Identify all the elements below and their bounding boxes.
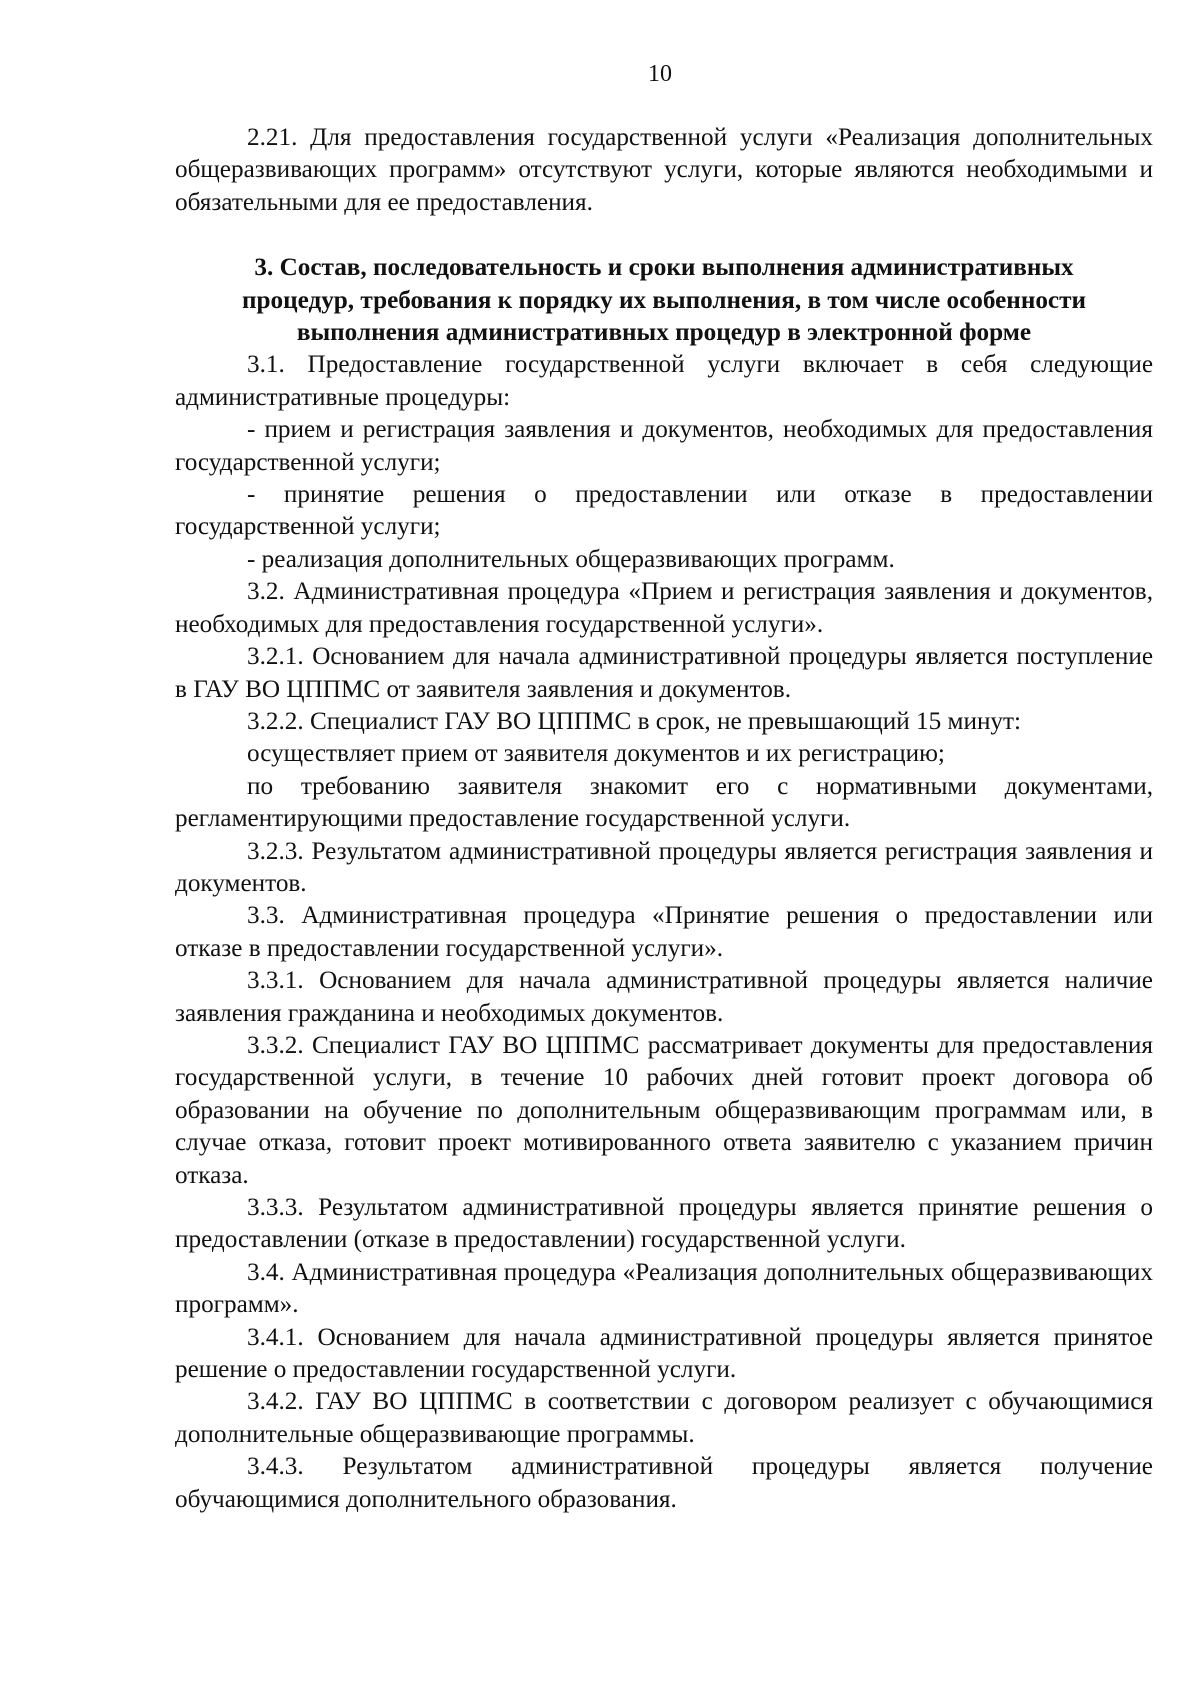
- paragraph-3-2-2: 3.2.2. Специалист ГАУ ВО ЦППМС в срок, не превышающий 15 минут:: [247, 707, 1022, 735]
- section-heading-line: 3. Состав, последовательность и сроки выполнения административных: [254, 254, 1074, 282]
- paragraph-3-2-1: 3.2.1. Основанием для начала административной процедуры является поступление в ГАУ ВО ЦППМС от заявителя заявления и документов.: [175, 643, 1153, 703]
- paragraph-3-2-2-reception: осуществляет прием от заявителя документов и их регистрацию;: [247, 740, 945, 768]
- paragraph-3-3-3: 3.3.3. Результатом административной процедуры является принятие решения о предоставлении (отказе в предоставлении) государственной услуги.: [175, 1194, 1153, 1254]
- section-heading-line: выполнения административных процедур в электронной форме: [296, 319, 1032, 347]
- paragraph-3-3: 3.3. Административная процедура «Принятие решения о предоставлении или отказе в предоставлении государственной услуги».: [175, 902, 1153, 962]
- paragraph-3-3-1: 3.3.1. Основанием для начала административной процедуры является наличие заявления гражданина и необходимых документов.: [175, 967, 1153, 1027]
- paragraph-3-3-2: 3.3.2. Специалист ГАУ ВО ЦППМС рассматривает документы для предоставления государственной услуги, в течение 10 рабочих дней готовит проект договора об образовании на обучение по дополнительным общеразвивающим программам или, в случае отказа, готовит проект мотивированного ответа заявителю с указанием причин отказа.: [175, 1031, 1153, 1189]
- list-item-implementation: - реализация дополнительных общеразвивающих программ.: [247, 545, 895, 573]
- paragraph-2-21: 2.21. Для предоставления государственной услуги «Реализация дополнительных общеразвивающих программ» отсутствуют услуги, которые являются необходимыми и обязательными для ее предоставления.: [175, 124, 1153, 216]
- section-heading-line: процедур, требования к порядку их выполнения, в том числе особенности: [241, 286, 1086, 314]
- section-heading: [175, 252, 1153, 349]
- paragraph-3-4: 3.4. Административная процедура «Реализация дополнительных общеразвивающих программ».: [175, 1258, 1153, 1319]
- paragraph-3-2: 3.2. Административная процедура «Прием и регистрация заявления и документов, необходимых для предоставления государственной услуги».: [175, 578, 1153, 638]
- list-item-reception: - прием и регистрация заявления и документов, необходимых для предоставления государственной услуги;: [175, 416, 1153, 476]
- paragraph-3-1: 3.1. Предоставление государственной услуги включает в себя следующие административные процедуры:: [175, 351, 1153, 411]
- paragraph-3-2-3: 3.2.3. Результатом административной процедуры является регистрация заявления и документов.: [175, 837, 1153, 897]
- paragraph-3-4-1: 3.4.1. Основанием для начала административной процедуры является принятое решение о предоставлении государственной услуги.: [175, 1323, 1153, 1384]
- section-spacer: [175, 219, 1153, 252]
- paragraph-3-4-2: 3.4.2. ГАУ ВО ЦППМС в соответствии с договором реализует с обучающимися дополнительные общеразвивающие программы.: [175, 1388, 1153, 1448]
- page-number: 10: [648, 61, 672, 87]
- paragraph-3-2-2-familiarize: по требованию заявителя знакомит его с нормативными документами, регламентирующими предоставление государственной услуги.: [175, 772, 1153, 833]
- paragraph-3-4-3: 3.4.3. Результатом административной процедуры является получение обучающимися дополнительного образования.: [175, 1453, 1153, 1513]
- list-item-decision: - принятие решения о предоставлении или отказе в предоставлении государственной услуги;: [175, 481, 1153, 541]
- document-body: [175, 122, 1153, 1516]
